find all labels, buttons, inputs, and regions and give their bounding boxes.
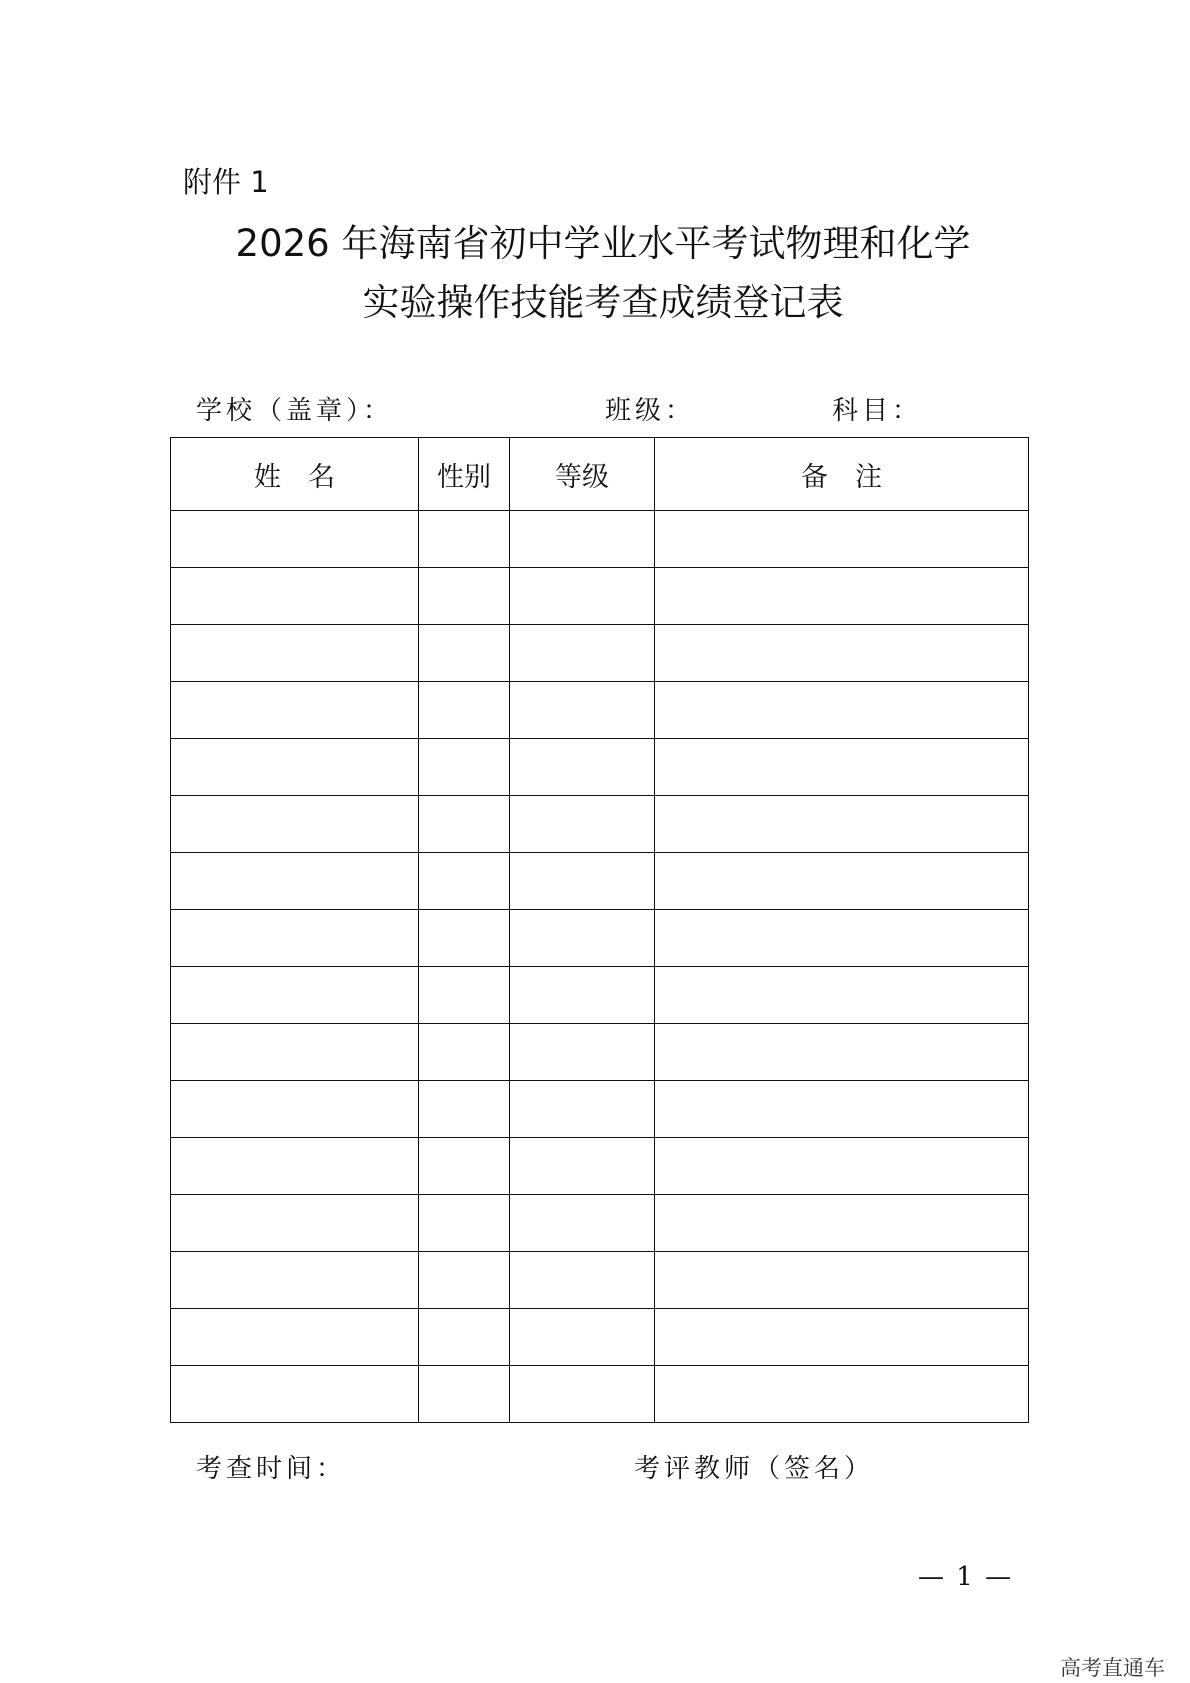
table-row bbox=[171, 1309, 1029, 1366]
cell-grade[interactable] bbox=[510, 1195, 655, 1252]
table-row bbox=[171, 1195, 1029, 1252]
cell-remark[interactable] bbox=[655, 1024, 1029, 1081]
cell-name[interactable] bbox=[171, 910, 419, 967]
cell-grade[interactable] bbox=[510, 1081, 655, 1138]
header-gender: 性别 bbox=[419, 438, 510, 511]
table-row bbox=[171, 853, 1029, 910]
table-row bbox=[171, 1138, 1029, 1195]
class-field-label: 班级： bbox=[605, 396, 696, 426]
cell-grade[interactable] bbox=[510, 1366, 655, 1423]
table-row bbox=[171, 910, 1029, 967]
cell-grade[interactable] bbox=[510, 910, 655, 967]
document-title-line-1: 2026 年海南省初中学业水平考试物理和化学 bbox=[235, 222, 971, 265]
cell-gender[interactable] bbox=[419, 1024, 510, 1081]
cell-remark[interactable] bbox=[655, 511, 1029, 568]
cell-gender[interactable] bbox=[419, 1252, 510, 1309]
cell-grade[interactable] bbox=[510, 568, 655, 625]
header-remark: 备 注 bbox=[655, 438, 1029, 511]
cell-name[interactable] bbox=[171, 853, 419, 910]
cell-gender[interactable] bbox=[419, 967, 510, 1024]
attachment-label: 附件 1 bbox=[183, 165, 269, 199]
cell-name[interactable] bbox=[171, 1252, 419, 1309]
table-row bbox=[171, 1024, 1029, 1081]
cell-gender[interactable] bbox=[419, 625, 510, 682]
header-name: 姓 名 bbox=[171, 438, 419, 511]
cell-gender[interactable] bbox=[419, 511, 510, 568]
cell-gender[interactable] bbox=[419, 1081, 510, 1138]
table-row bbox=[171, 1081, 1029, 1138]
cell-remark[interactable] bbox=[655, 853, 1029, 910]
watermark-text: 高考直通车 bbox=[1060, 1656, 1165, 1680]
table-row bbox=[171, 1366, 1029, 1423]
teacher-signature-label: 考评教师（签名） bbox=[634, 1454, 875, 1484]
document-title-line-2: 实验操作技能考查成绩登记表 bbox=[362, 281, 844, 324]
table-row bbox=[171, 568, 1029, 625]
table-row bbox=[171, 967, 1029, 1024]
cell-name[interactable] bbox=[171, 682, 419, 739]
cell-grade[interactable] bbox=[510, 853, 655, 910]
table-row bbox=[171, 1252, 1029, 1309]
cell-gender[interactable] bbox=[419, 739, 510, 796]
cell-name[interactable] bbox=[171, 625, 419, 682]
subject-field-label: 科目： bbox=[832, 396, 923, 426]
cell-remark[interactable] bbox=[655, 1195, 1029, 1252]
cell-gender[interactable] bbox=[419, 1138, 510, 1195]
cell-gender[interactable] bbox=[419, 1309, 510, 1366]
cell-gender[interactable] bbox=[419, 1366, 510, 1423]
cell-gender[interactable] bbox=[419, 853, 510, 910]
cell-remark[interactable] bbox=[655, 1252, 1029, 1309]
cell-name[interactable] bbox=[171, 1309, 419, 1366]
table-body bbox=[171, 511, 1029, 1423]
table-row bbox=[171, 625, 1029, 682]
cell-grade[interactable] bbox=[510, 1309, 655, 1366]
cell-remark[interactable] bbox=[655, 796, 1029, 853]
score-registration-table bbox=[170, 437, 1029, 1423]
cell-grade[interactable] bbox=[510, 739, 655, 796]
table-row bbox=[171, 796, 1029, 853]
cell-name[interactable] bbox=[171, 1195, 419, 1252]
cell-remark[interactable] bbox=[655, 1366, 1029, 1423]
cell-grade[interactable] bbox=[510, 1138, 655, 1195]
cell-gender[interactable] bbox=[419, 568, 510, 625]
table-header-row bbox=[171, 438, 1029, 511]
cell-gender[interactable] bbox=[419, 910, 510, 967]
cell-remark[interactable] bbox=[655, 625, 1029, 682]
table-row bbox=[171, 511, 1029, 568]
cell-grade[interactable] bbox=[510, 967, 655, 1024]
cell-name[interactable] bbox=[171, 1081, 419, 1138]
cell-remark[interactable] bbox=[655, 967, 1029, 1024]
cell-name[interactable] bbox=[171, 739, 419, 796]
table-row bbox=[171, 739, 1029, 796]
cell-grade[interactable] bbox=[510, 511, 655, 568]
cell-grade[interactable] bbox=[510, 1252, 655, 1309]
cell-remark[interactable] bbox=[655, 568, 1029, 625]
cell-grade[interactable] bbox=[510, 796, 655, 853]
school-field-label: 学校（盖章）： bbox=[196, 396, 394, 426]
cell-grade[interactable] bbox=[510, 682, 655, 739]
cell-gender[interactable] bbox=[419, 682, 510, 739]
cell-remark[interactable] bbox=[655, 910, 1029, 967]
cell-remark[interactable] bbox=[655, 1081, 1029, 1138]
table-row bbox=[171, 682, 1029, 739]
cell-name[interactable] bbox=[171, 1366, 419, 1423]
cell-grade[interactable] bbox=[510, 1024, 655, 1081]
cell-remark[interactable] bbox=[655, 1138, 1029, 1195]
cell-remark[interactable] bbox=[655, 1309, 1029, 1366]
cell-name[interactable] bbox=[171, 796, 419, 853]
cell-remark[interactable] bbox=[655, 682, 1029, 739]
cell-name[interactable] bbox=[171, 1024, 419, 1081]
page-number: — 1 — bbox=[918, 1562, 1014, 1592]
cell-name[interactable] bbox=[171, 511, 419, 568]
cell-name[interactable] bbox=[171, 967, 419, 1024]
cell-name[interactable] bbox=[171, 1138, 419, 1195]
cell-grade[interactable] bbox=[510, 625, 655, 682]
cell-gender[interactable] bbox=[419, 1195, 510, 1252]
exam-time-label: 考查时间： bbox=[196, 1454, 347, 1484]
cell-name[interactable] bbox=[171, 568, 419, 625]
cell-remark[interactable] bbox=[655, 739, 1029, 796]
header-grade: 等级 bbox=[510, 438, 655, 511]
cell-gender[interactable] bbox=[419, 796, 510, 853]
